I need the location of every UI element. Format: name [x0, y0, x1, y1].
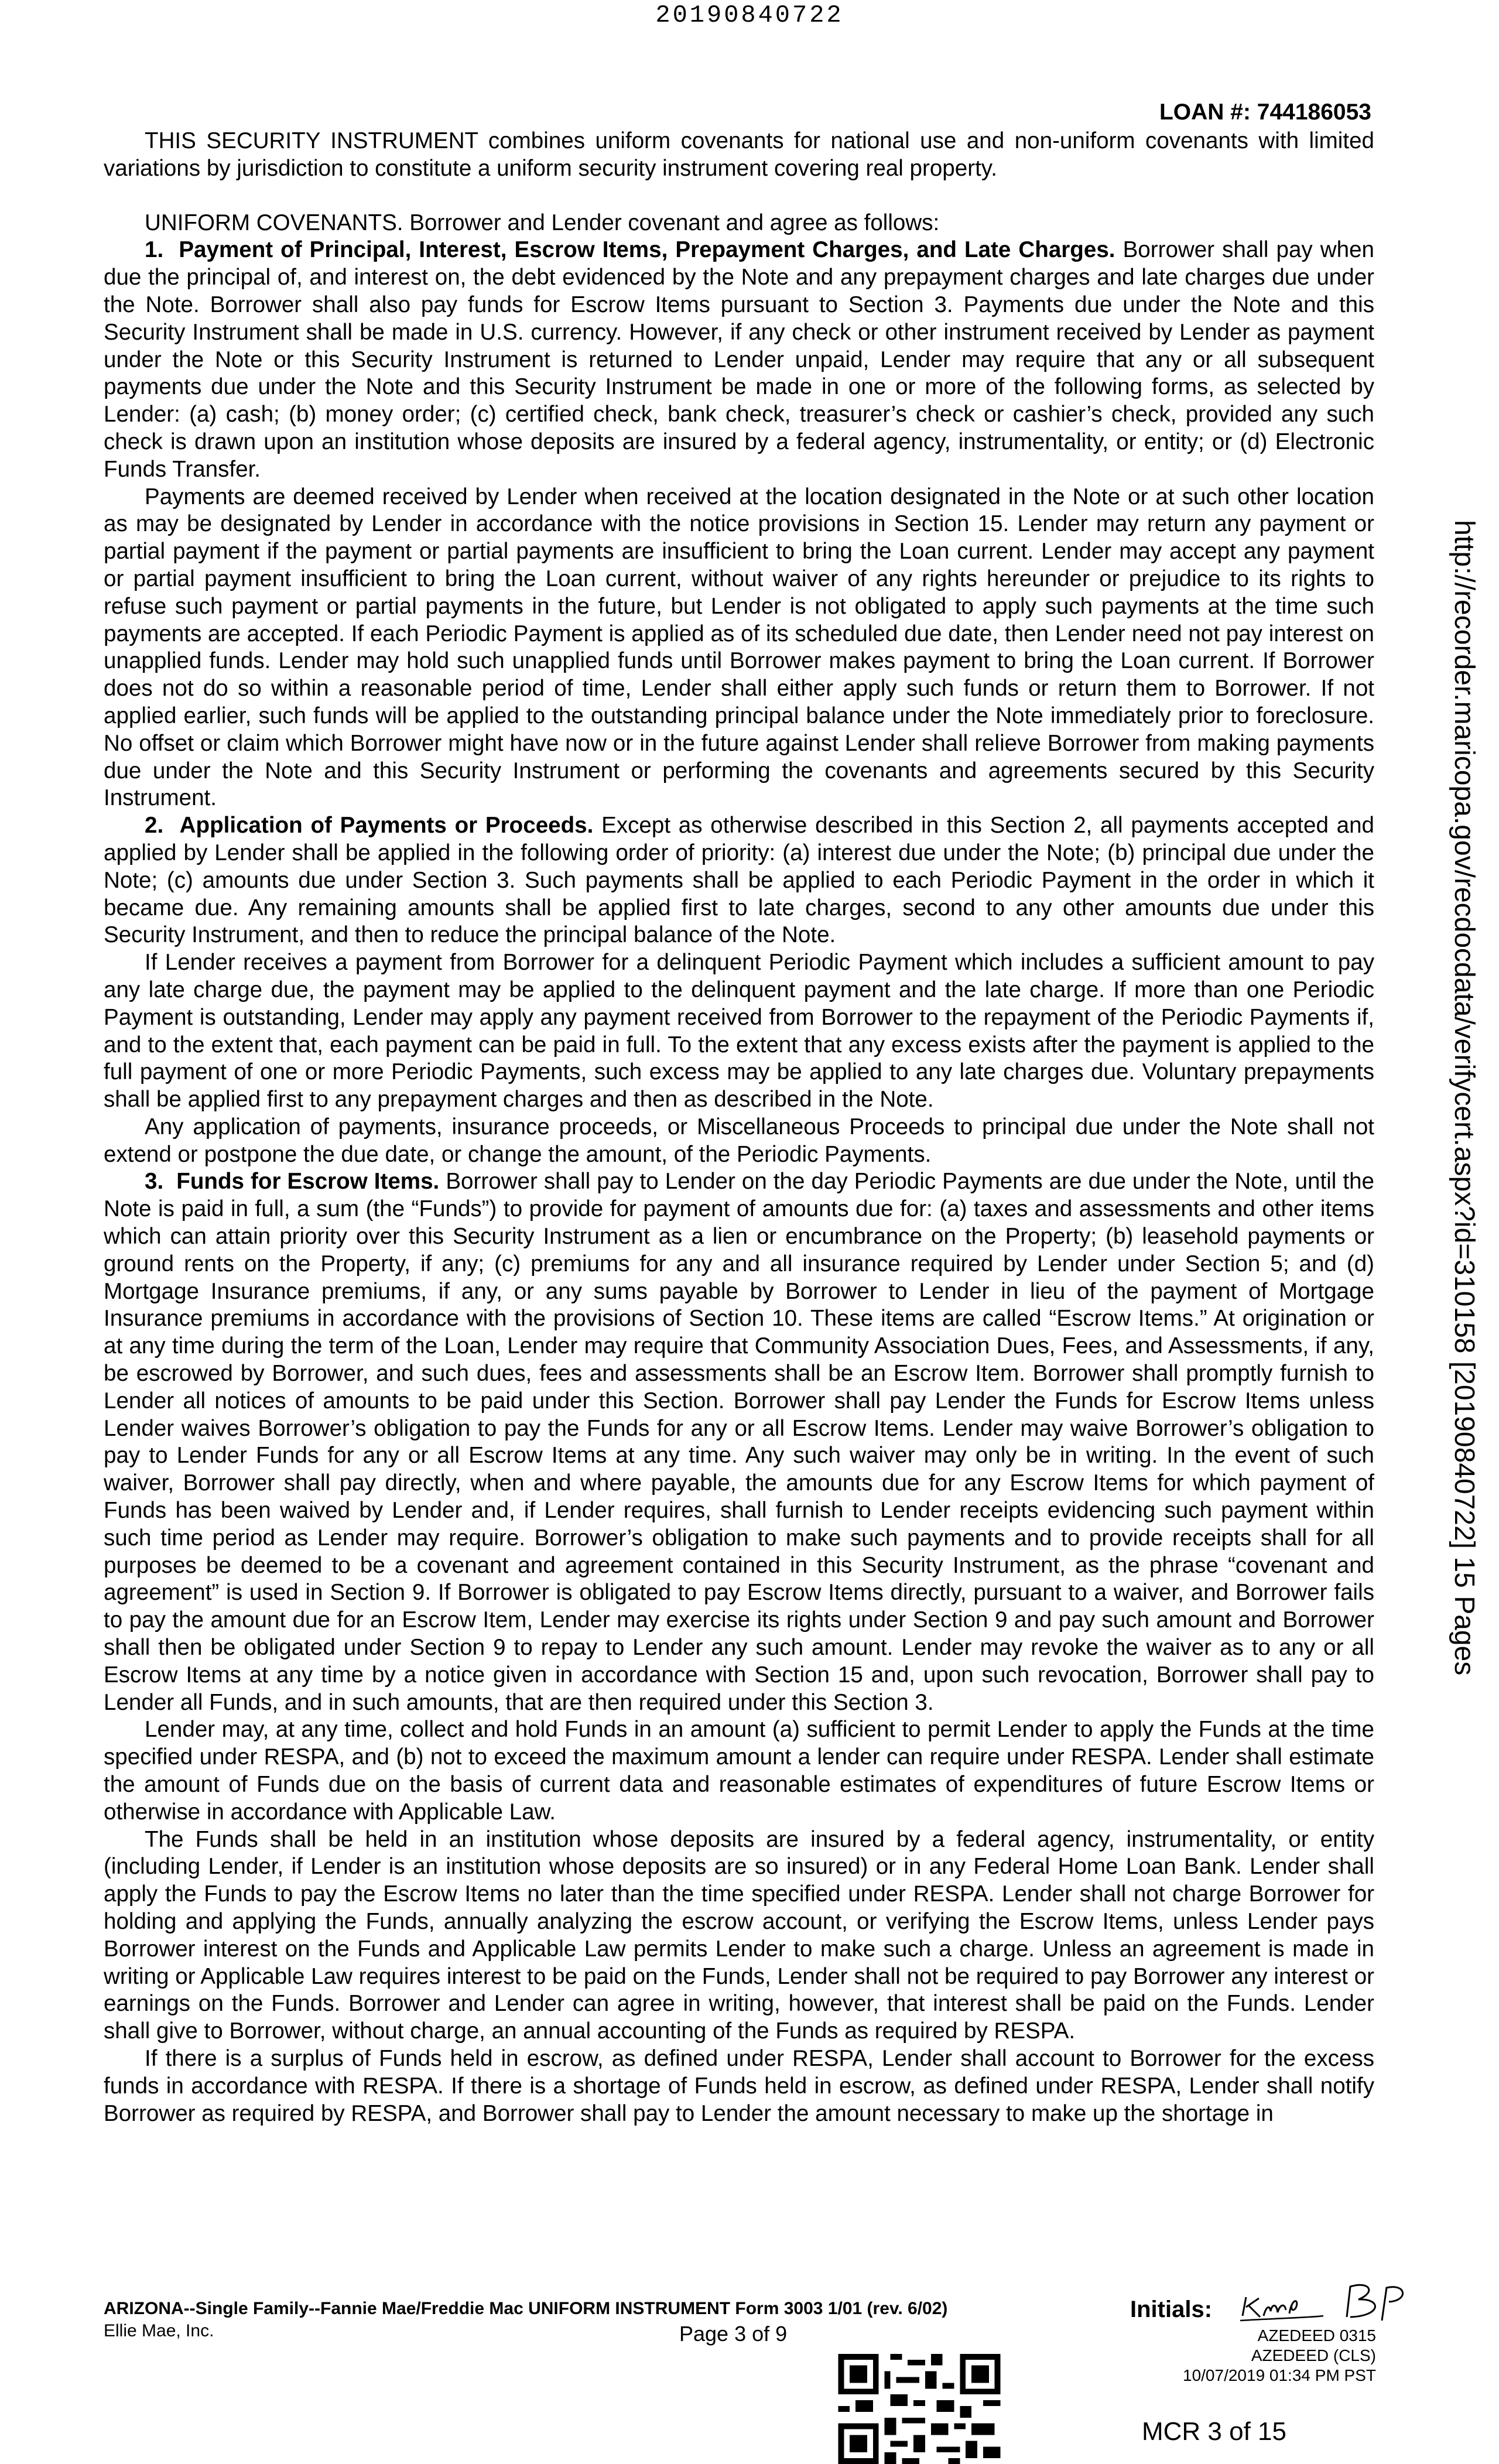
qr-code [831, 2348, 1007, 2464]
timestamp: 10/07/2019 01:34 PM PST [1183, 2366, 1376, 2384]
intro-paragraph: THIS SECURITY INSTRUMENT combines uniform covenants for national use and non-uniform covenants with limited variations by jurisdiction to constitute a uniform security instrument covering real property. [104, 128, 1374, 181]
document-codes [1183, 2326, 1376, 2386]
footer-form-info [104, 2298, 947, 2342]
recording-number: 20190840722 [655, 1, 844, 29]
mcr-page-count: MCR 3 of 15 [1142, 2417, 1286, 2446]
form-line: ARIZONA--Single Family--Fannie Mae/Freddie Mac UNIFORM INSTRUMENT Form 3003 1/01 (rev. 6/02) [104, 2299, 948, 2318]
uniform-covenants-heading: UNIFORM COVENANTS. Borrower and Lender covenant and agree as follows: [145, 210, 940, 235]
section-3-paragraph [104, 1168, 1374, 1716]
initials-signature [1236, 2275, 1417, 2328]
initials-label: Initials: [1130, 2297, 1213, 2322]
section-number: 1. [145, 237, 164, 263]
section-text: Borrower shall pay to Lender on the day Periodic Payments are due under the Note, until the Note is paid in full, a sum (the “Funds”) to provide for payment of amounts due for: (a) taxes and assessments and other items which can attain priority over this Security Instrument as a lien or encumbrance on the Property; (b) leasehold payments or ground rents on the Property, if any; (c) premiums for any and all insurance required by Lender under Section 5; and (d) Mortgage Insurance premiums, if any, or any sums payable by Borrower to Lender in lieu of the payment of Mortgage Insurance premiums in accordance with the provisions of Section 10. These items are called “Escrow Items.” At origination or at any time during the term of the Loan, Lender may require that Community Association Dues, Fees, and Assessments, if any, be escrowed by Borrower, and such dues, fees and assessments shall be an Escrow Item. Borrower shall promptly furnish to Lender all notices of amounts to be paid under this Section. Borrower shall pay Lender the Funds for Escrow Items unless Lender waives Borrower’s obligation to pay the Funds for any or all Escrow Items. Lender may waive Borrower’s obligation to pay to Lender Funds for any or all Escrow Items at any time. Any such waiver may only be in writing. In the event of such waiver, Borrower shall pay directly, when and where payable, the amounts due for any Escrow Items for which payment of Funds has been waived by Lender and, if Lender requires, shall furnish to Lender receipts evidencing such payment within such time period as Lender may require. Borrower’s obligation to make such payments and to provide receipts shall for all purposes be deemed to be a covenant and agreement contained in this Security Instrument, as the phrase “covenant and agreement” is used in Section 9. If Borrower is obligated to pay Escrow Items directly, pursuant to a waiver, and Borrower fails to pay the amount due for an Escrow Item, Lender may exercise its rights under Section 9 and pay such amount and Borrower shall then be obligated under Section 9 to repay to Lender any such amount. Lender may revoke the waiver as to any or all Escrow Items at any time by a notice given in accordance with Section 15 and, upon such revocation, Borrower shall pay to Lender all Funds, and in such amounts, that are then required under this Section 3. [104, 1169, 1375, 1715]
section-2-paragraph [104, 812, 1374, 949]
form-code: AZEDEED 0315 [1257, 2326, 1376, 2345]
section-title: Payment of Principal, Interest, Escrow Items, Prepayment Charges, and Late Charges. [179, 237, 1115, 263]
paragraph: If there is a surplus of Funds held in escrow, as defined under RESPA, Lender shall account to Borrower for the excess funds in accordance with RESPA. If there is a shortage of Funds held in escrow, as defined under RESPA, Lender shall notify Borrower as required by RESPA, and Borrower shall pay to Lender the amount necessary to make up the shortage in [104, 2045, 1374, 2126]
section-title: Application of Payments or Proceeds. [179, 813, 594, 839]
page-number: Page 3 of 9 [679, 2322, 788, 2346]
verification-url: http://recorder.maricopa.gov/recdocdata/verifycert.aspx?id=310158 [20190840722] 15 Pages [1449, 520, 1480, 1676]
form-code-cls: AZEDEED (CLS) [1251, 2346, 1376, 2364]
section-title: Funds for Escrow Items. [176, 1169, 440, 1195]
company-name: Ellie Mae, Inc. [104, 2321, 214, 2340]
paragraph: Payments are deemed received by Lender when received at the location designated in the Note or at such other location as may be designated by Lender in accordance with the notice provisions in Section 15. Lender may return any payment or partial payment if the payment or partial payments are insufficient to bring the Loan current. Lender may accept any payment or partial payment insufficient to bring the Loan current, without waiver of any rights hereunder or prejudice to its rights to refuse such payment or partial payments in the future, but Lender is not obligated to apply such payments at the time such payments are accepted. If each Periodic Payment is applied as of its scheduled due date, then Lender need not pay interest on unapplied funds. Lender may hold such unapplied funds until Borrower makes payment to bring the Loan current. If Borrower does not do so within a reasonable period of time, Lender shall either apply such funds or return them to Borrower. If not applied earlier, such funds will be applied to the outstanding principal balance under the Note immediately prior to foreclosure. No offset or claim which Borrower might have now or in the future against Lender shall relieve Borrower from making payments due under the Note and this Security Instrument or performing the covenants and agreements secured by this Security Instrument. [104, 484, 1374, 811]
section-1-paragraph [104, 237, 1374, 483]
section-text: Except as otherwise described in this Section 2, all payments accepted and applied by Lender shall be applied in the following order of priority: (a) interest due under the Note; (b) principal due under the Note; (c) amounts due under Section 3. Such payments shall be applied to each Periodic Payment in the order in which it became due. Any remaining amounts shall be applied first to late charges, second to any other amounts due under this Security Instrument, and then to reduce the principal balance of the Note. [104, 813, 1375, 948]
paragraph: If Lender receives a payment from Borrower for a delinquent Periodic Payment which includes a sufficient amount to pay any late charge due, the payment may be applied to the delinquent payment and the late charge. If more than one Periodic Payment is outstanding, Lender may apply any payment received from Borrower to the repayment of the Periodic Payments if, and to the extent that, each payment can be paid in full. To the extent that any excess exists after the payment is applied to the full payment of one or more Periodic Payments, such excess may be applied to any late charges due. Voluntary prepayments shall be applied first to any prepayment charges and then as described in the Note. [104, 950, 1374, 1113]
loan-number: LOAN #: 744186053 [1159, 100, 1371, 125]
section-text: Borrower shall pay when due the principal of, and interest on, the debt evidenced by the Note and any prepayment charges and late charges due under the Note. Borrower shall also pay funds for Escrow Items pursuant to Section 3. Payments due under the Note and this Security Instrument shall be made in U.S. currency. However, if any check or other instrument received by Lender as payment under the Note or this Security Instrument is returned to Lender unpaid, Lender may require that any or all subsequent payments due under the Note and this Security Instrument be made in one or more of the following forms, as selected by Lender: (a) cash; (b) money order; (c) certified check, bank check, treasurer’s check or cashier’s check, provided any such check is drawn upon an institution whose deposits are insured by a federal agency, instrumentality, or entity; or (d) Electronic Funds Transfer. [104, 237, 1375, 482]
paragraph: The Funds shall be held in an institution whose deposits are insured by a federal agency, instrumentality, or entity (including Lender, if Lender is an institution whose deposits are so insured) or in any Federal Home Loan Bank. Lender shall apply the Funds to pay the Escrow Items no later than the time specified under RESPA. Lender shall not charge Borrower for holding and applying the Funds, annually analyzing the escrow account, or verifying the Escrow Items, unless Lender pays Borrower interest on the Funds and Applicable Law permits Lender to make such a charge. Unless an agreement is made in writing or Applicable Law requires interest to be paid on the Funds, Lender shall not be required to pay Borrower any interest or earnings on the Funds. Borrower and Lender can agree in writing, however, that interest shall be paid on the Funds. Lender shall give to Borrower, without charge, an annual accounting of the Funds as required by RESPA. [104, 1826, 1374, 2044]
document-body [104, 128, 1374, 2127]
paragraph: Lender may, at any time, collect and hold Funds in an amount (a) sufficient to permit Lender to apply the Funds at the time specified under RESPA, and (b) not to exceed the maximum amount a lender can require under RESPA. Lender shall estimate the amount of Funds due on the basis of current data and reasonable estimates of expenditures of future Escrow Items or otherwise in accordance with Applicable Law. [104, 1717, 1374, 1825]
section-number: 2. [145, 813, 164, 839]
section-number: 3. [145, 1169, 164, 1195]
paragraph: Any application of payments, insurance proceeds, or Miscellaneous Proceeds to principal due under the Note shall not extend or postpone the due date, or change the amount, of the Periodic Payments. [104, 1114, 1374, 1167]
